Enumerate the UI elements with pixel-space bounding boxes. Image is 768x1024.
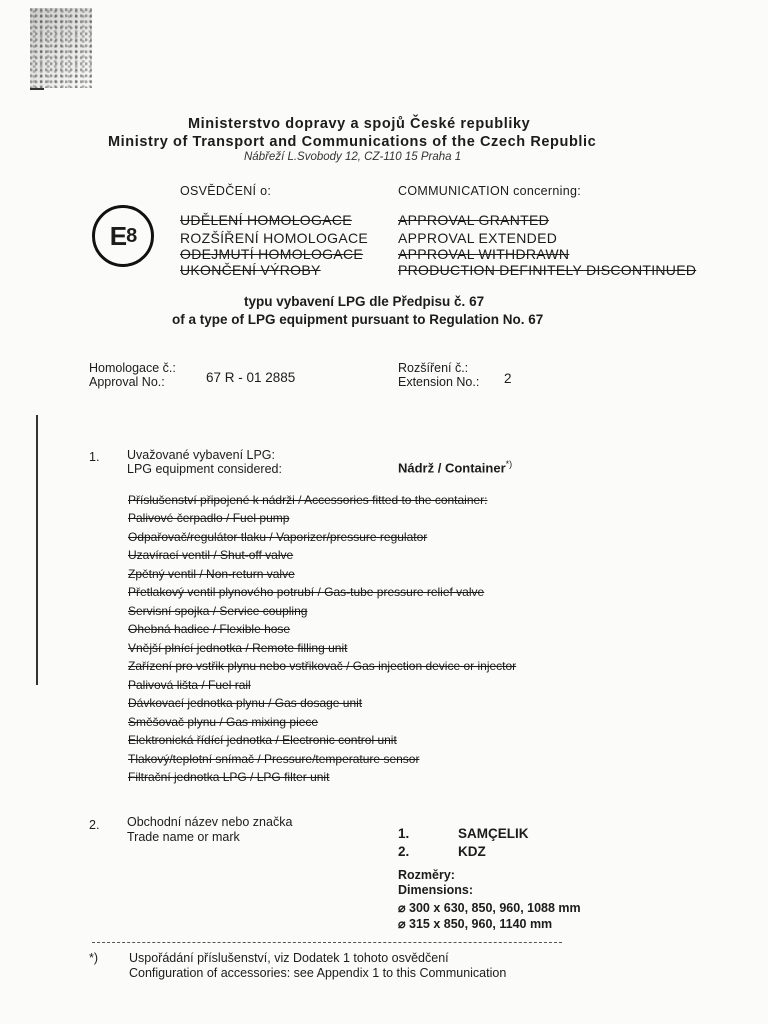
status-en-discontinued: PRODUCTION DEFINITELY DISCONTINUED — [398, 262, 697, 278]
list-item-shut-off-valve: Uzavírací ventil / Shut-off valve — [128, 548, 294, 562]
title-cz: typu vybavení LPG dle Předpisu č. 67 — [244, 294, 485, 309]
ministry-address: Nábřeží L.Svobody 12, CZ-110 15 Praha 1 — [244, 151, 462, 163]
communication-label-cz: OSVĚDČENÍ o: — [180, 184, 272, 198]
section1-value-text: Nádrž / Container — [398, 460, 506, 476]
list-item-accessories: Příslušenství připojené k nádrži / Accessories fitted to the container: — [128, 493, 488, 507]
status-en-extended: APPROVAL EXTENDED — [398, 230, 558, 246]
status-cz-granted: UDĚLENÍ HOMOLOGACE — [180, 212, 352, 228]
ministry-name-cz: Ministerstvo dopravy a spojů České republiky — [188, 116, 531, 132]
list-item-filter-unit: Filtrační jednotka LPG / LPG filter unit — [128, 770, 330, 784]
list-item-relief-valve: Přetlakový ventil plynového potrubí / Gas-tube pressure relief valve — [128, 585, 485, 599]
list-item-remote-filling-unit: Vnější plnící jednotka / Remote filling unit — [128, 641, 348, 655]
extension-label-cz: Rozšíření č.: — [398, 361, 469, 375]
title-en: of a type of LPG equipment pursuant to Regulation No. 67 — [172, 312, 544, 327]
status-en-granted: APPROVAL GRANTED — [398, 212, 550, 228]
list-item-gas-injection: Zařízení pro vstřik plynu nebo vstřikovač / Gas injection device or injector — [128, 659, 517, 673]
list-item-flexible-hose: Ohebná hadice / Flexible hose — [128, 622, 291, 636]
list-item-control-unit: Elektronická řídící jednotka / Electronic control unit — [128, 733, 397, 747]
ministry-name-en: Ministry of Transport and Communications of the Czech Republic — [108, 134, 597, 150]
status-cz-discontinued: UKONČENÍ VÝROBY — [180, 262, 321, 278]
approval-number: 67 R - 01 2885 — [206, 370, 296, 385]
trade-mark-number-1: 1. — [398, 826, 410, 841]
section1-number: 1. — [89, 450, 100, 464]
footnote-ref: *) — [505, 459, 513, 469]
status-cz-extended: ROZŠÍŘENÍ HOMOLOGACE — [180, 230, 369, 246]
dimensions-label-cz: Rozměry: — [398, 868, 455, 882]
page-edge-line — [36, 415, 38, 685]
section2-label-cz: Obchodní název nebo značka — [127, 815, 293, 829]
section1-label-cz: Uvažované vybavení LPG: — [127, 448, 275, 462]
dimension-line-2: ⌀ 315 x 850, 960, 1140 mm — [398, 917, 553, 931]
extension-label-en: Extension No.: — [398, 375, 480, 389]
list-item-gas-dosage-unit: Dávkovací jednotka plynu / Gas dosage unit — [128, 696, 363, 710]
section2-number: 2. — [89, 818, 100, 832]
list-item-gas-mixing-piece: Směšovač plynu / Gas mixing piece — [128, 715, 319, 729]
list-item-fuel-pump: Palivové čerpadlo / Fuel pump — [128, 511, 290, 525]
section1-label-en: LPG equipment considered: — [127, 462, 282, 476]
footnote-divider — [92, 942, 562, 943]
e-mark-letter: E — [109, 220, 127, 251]
e-mark-seal — [92, 205, 154, 267]
list-item-vaporizer: Odpařovač/regulátor tlaku / Vaporizer/pressure regulator — [128, 530, 428, 544]
approval-label-en: Approval No.: — [89, 375, 165, 389]
section2-label-en: Trade name or mark — [127, 830, 240, 844]
footnote-mark: *) — [89, 951, 99, 965]
list-item-non-return-valve: Zpětný ventil / Non-return valve — [128, 567, 295, 581]
dimensions-label-en: Dimensions: — [398, 883, 474, 897]
list-item-fuel-rail: Palivová lišta / Fuel rail — [128, 678, 251, 692]
trade-mark-name-2: KDZ — [458, 844, 486, 859]
page-edge-line-top — [30, 88, 44, 90]
list-item-sensor: Tlakový/teplotní snímač / Pressure/temperature sensor — [128, 752, 420, 766]
extension-number: 2 — [504, 371, 512, 386]
trade-mark-number-2: 2. — [398, 844, 410, 859]
section1-value — [398, 459, 512, 475]
communication-label-en: COMMUNICATION concerning: — [398, 184, 581, 198]
scan-noise — [30, 8, 92, 88]
trade-mark-name-1: SAMÇELIK — [458, 826, 529, 841]
footnote-text-en: Configuration of accessories: see Appendix 1 to this Communication — [129, 966, 507, 980]
status-cz-withdrawn: ODEJMUTÍ HOMOLOGACE — [180, 246, 364, 262]
e-mark-number: 8 — [126, 224, 137, 247]
dimension-line-1: ⌀ 300 x 630, 850, 960, 1088 mm — [398, 901, 581, 915]
list-item-service-coupling: Servisní spojka / Service coupling — [128, 604, 308, 618]
footnote-text-cz: Uspořádání příslušenství, viz Dodatek 1 tohoto osvědčení — [129, 951, 449, 965]
approval-label-cz: Homologace č.: — [89, 361, 176, 375]
status-en-withdrawn: APPROVAL WITHDRAWN — [398, 246, 570, 262]
